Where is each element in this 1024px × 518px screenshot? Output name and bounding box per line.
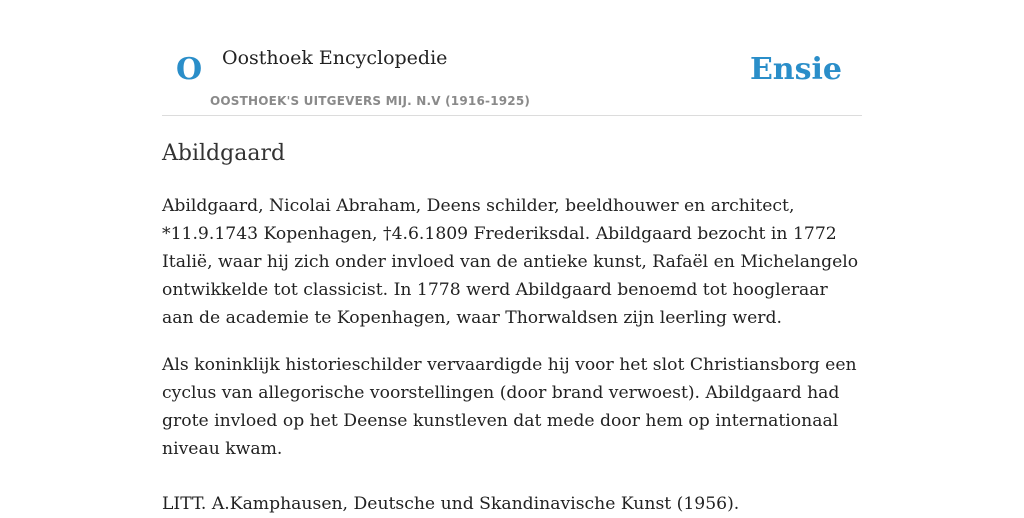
publisher-subtitle: OOSTHOEK'S UITGEVERS MIJ. N.V (1916-1925) [210,94,531,108]
ensie-logo-link[interactable]: Ensie [749,52,842,87]
article-paragraph: Abildgaard, Nicolai Abraham, Deens schilder, beeldhouwer en architect, *11.9.1743 Kopenhagen, †4.6.1809 Frederiksdal. Abildgaard bezocht in 1772 Italië, waar hij zich onder invloed van de antieke kunst, Rafaël en Michelangelo ontwikkelde tot classicist. In 1778 werd Abildgaard benoemd tot hoogleraar aan de academie te Kopenhagen, waar Thorwaldsen zijn leerling werd. [162,196,859,328]
site-header [162,0,862,116]
site-name[interactable]: Oosthoek Encyclopedie [222,47,448,69]
article-title: Abildgaard [162,141,286,166]
page-container [162,0,862,514]
literature-reference: LITT. A.Kamphausen, Deutsche und Skandinavische Kunst (1956). [162,494,740,514]
logo-icon[interactable]: O [176,52,203,87]
article-paragraph: Als koninklijk historieschilder vervaardigde hij voor het slot Christiansborg een cyclus van allegorische voorstellingen (door brand verwoest). Abildgaard had grote invloed op het Deense kunstleven dat mede door hem op internationaal niveau kwam. [162,355,857,459]
